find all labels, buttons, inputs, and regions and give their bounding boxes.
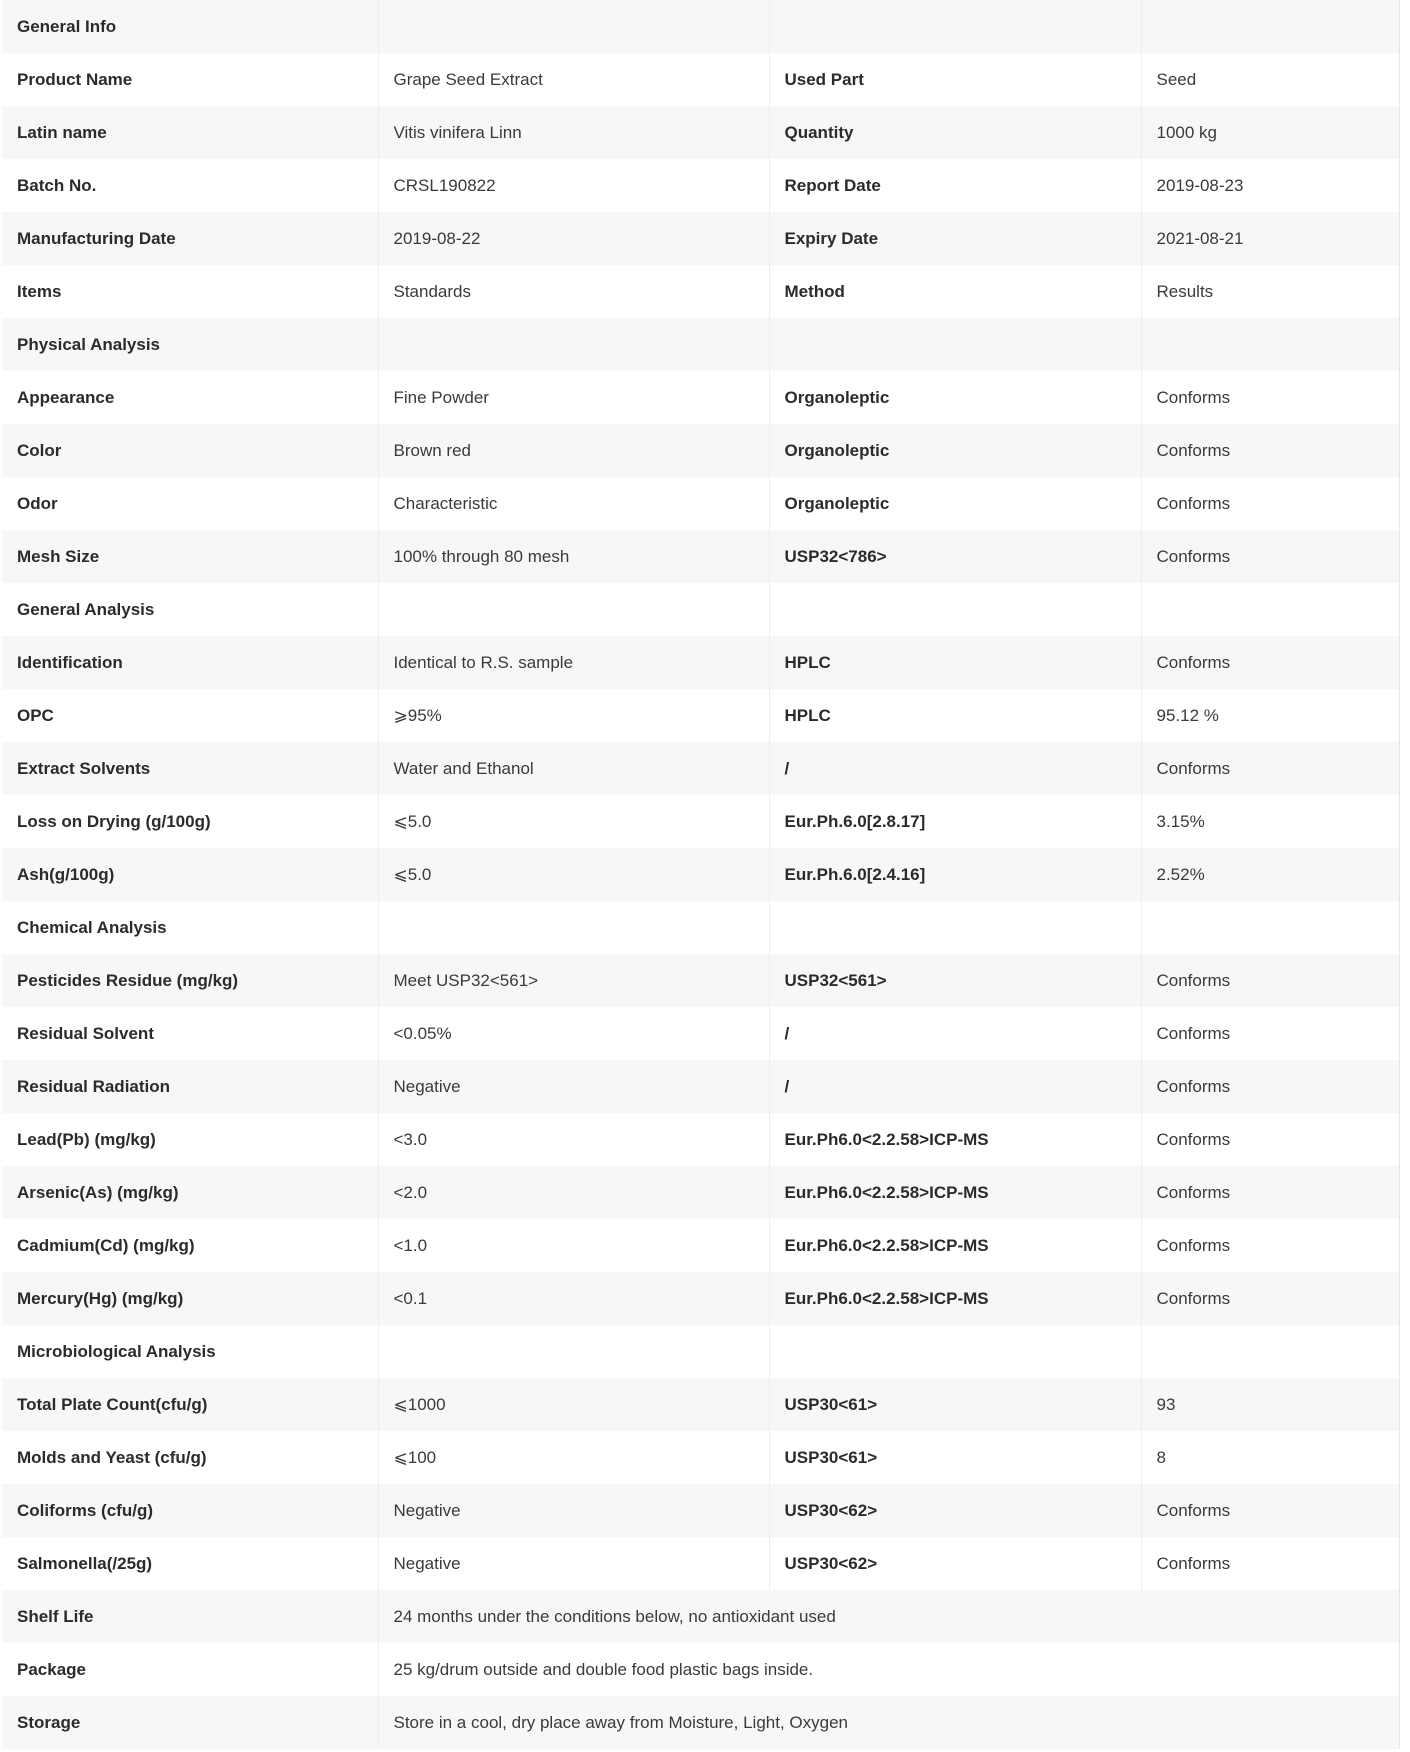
item-method: Organoleptic [769, 477, 1141, 530]
empty-cell [378, 1325, 769, 1378]
empty-cell [378, 583, 769, 636]
table-row [2, 1484, 1399, 1537]
empty-cell [378, 318, 769, 371]
item-method: Report Date [769, 159, 1141, 212]
item-standard: Negative [378, 1484, 769, 1537]
item-label: Arsenic(As) (mg/kg) [2, 1166, 378, 1219]
item-label: Ash(g/100g) [2, 848, 378, 901]
item-standard: CRSL190822 [378, 159, 769, 212]
item-label: OPC [2, 689, 378, 742]
item-label: Package [2, 1643, 378, 1696]
item-label: Batch No. [2, 159, 378, 212]
item-standard: Water and Ethanol [378, 742, 769, 795]
section-header-row [2, 1325, 1399, 1378]
item-standard: Negative [378, 1060, 769, 1113]
item-label: Identification [2, 636, 378, 689]
item-label: Manufacturing Date [2, 212, 378, 265]
item-method: Used Part [769, 53, 1141, 106]
empty-cell [1141, 0, 1399, 53]
item-standard: ⩽1000 [378, 1378, 769, 1431]
item-result: Seed [1141, 53, 1399, 106]
table-row [2, 53, 1399, 106]
item-standard: <0.05% [378, 1007, 769, 1060]
empty-cell [378, 0, 769, 53]
item-result: Conforms [1141, 954, 1399, 1007]
item-method: / [769, 742, 1141, 795]
item-method: USP30<62> [769, 1484, 1141, 1537]
item-standard: Negative [378, 1537, 769, 1590]
empty-cell [769, 901, 1141, 954]
item-result: 2021-08-21 [1141, 212, 1399, 265]
item-method: Method [769, 265, 1141, 318]
table-row [2, 1272, 1399, 1325]
item-result: Conforms [1141, 424, 1399, 477]
table-row [2, 1537, 1399, 1590]
item-standard: Standards [378, 265, 769, 318]
item-label: Coliforms (cfu/g) [2, 1484, 378, 1537]
item-result: Conforms [1141, 1272, 1399, 1325]
empty-cell [1141, 583, 1399, 636]
table-row [2, 530, 1399, 583]
item-result: Conforms [1141, 742, 1399, 795]
item-label: Residual Radiation [2, 1060, 378, 1113]
item-method: USP30<61> [769, 1431, 1141, 1484]
item-standard: 2019-08-22 [378, 212, 769, 265]
item-method: Eur.Ph6.0<2.2.58>ICP-MS [769, 1166, 1141, 1219]
item-label: Cadmium(Cd) (mg/kg) [2, 1219, 378, 1272]
item-method: HPLC [769, 689, 1141, 742]
item-method: Organoleptic [769, 371, 1141, 424]
item-method: USP30<61> [769, 1378, 1141, 1431]
item-label: Latin name [2, 106, 378, 159]
table-row [2, 795, 1399, 848]
section-header-row [2, 901, 1399, 954]
section-title: Microbiological Analysis [2, 1325, 378, 1378]
item-standard: ⩽100 [378, 1431, 769, 1484]
table-row [2, 1060, 1399, 1113]
empty-cell [1141, 318, 1399, 371]
item-result: Conforms [1141, 1007, 1399, 1060]
empty-cell [769, 0, 1141, 53]
table-row [2, 212, 1399, 265]
section-header-row [2, 583, 1399, 636]
table-row [2, 954, 1399, 1007]
item-method: USP30<62> [769, 1537, 1141, 1590]
empty-cell [769, 583, 1141, 636]
item-result: 2019-08-23 [1141, 159, 1399, 212]
item-description: Store in a cool, dry place away from Moisture, Light, Oxygen [378, 1696, 1399, 1749]
item-label: Storage [2, 1696, 378, 1749]
section-title: Chemical Analysis [2, 901, 378, 954]
item-result: 93 [1141, 1378, 1399, 1431]
table-row [2, 1166, 1399, 1219]
item-method: Organoleptic [769, 424, 1141, 477]
item-standard: <0.1 [378, 1272, 769, 1325]
item-label: Lead(Pb) (mg/kg) [2, 1113, 378, 1166]
table-row [2, 371, 1399, 424]
item-result: Conforms [1141, 477, 1399, 530]
item-label: Molds and Yeast (cfu/g) [2, 1431, 378, 1484]
item-standard: <3.0 [378, 1113, 769, 1166]
item-result: Conforms [1141, 636, 1399, 689]
item-method: Eur.Ph6.0<2.2.58>ICP-MS [769, 1219, 1141, 1272]
item-method: / [769, 1007, 1141, 1060]
item-standard: ⩾95% [378, 689, 769, 742]
table-row [2, 159, 1399, 212]
table-row [2, 106, 1399, 159]
table-row [2, 1007, 1399, 1060]
empty-cell [1141, 1325, 1399, 1378]
item-label: Residual Solvent [2, 1007, 378, 1060]
item-method: Quantity [769, 106, 1141, 159]
table-row [2, 1113, 1399, 1166]
item-method: Eur.Ph.6.0[2.4.16] [769, 848, 1141, 901]
item-result: Conforms [1141, 530, 1399, 583]
section-header-row [2, 318, 1399, 371]
specification-table [2, 0, 1400, 1749]
item-method: USP32<561> [769, 954, 1141, 1007]
item-label: Mesh Size [2, 530, 378, 583]
item-standard: Grape Seed Extract [378, 53, 769, 106]
item-result: 95.12 % [1141, 689, 1399, 742]
item-label: Salmonella(/25g) [2, 1537, 378, 1590]
item-standard: <1.0 [378, 1219, 769, 1272]
item-standard: Vitis vinifera Linn [378, 106, 769, 159]
item-result: Conforms [1141, 1113, 1399, 1166]
item-label: Product Name [2, 53, 378, 106]
table-row [2, 636, 1399, 689]
item-method: USP32<786> [769, 530, 1141, 583]
item-method: Expiry Date [769, 212, 1141, 265]
table-row [2, 1696, 1399, 1749]
item-result: 3.15% [1141, 795, 1399, 848]
table-row [2, 848, 1399, 901]
specification-sheet [2, 0, 1399, 1749]
item-result: Conforms [1141, 1060, 1399, 1113]
item-standard: ⩽5.0 [378, 795, 769, 848]
item-label: Mercury(Hg) (mg/kg) [2, 1272, 378, 1325]
empty-cell [378, 901, 769, 954]
item-label: Items [2, 265, 378, 318]
item-method: Eur.Ph.6.0[2.8.17] [769, 795, 1141, 848]
table-row [2, 1643, 1399, 1696]
item-label: Extract Solvents [2, 742, 378, 795]
section-title: General Info [2, 0, 378, 53]
table-row [2, 265, 1399, 318]
item-label: Color [2, 424, 378, 477]
item-standard: <2.0 [378, 1166, 769, 1219]
item-standard: Meet USP32<561> [378, 954, 769, 1007]
item-result: Conforms [1141, 1537, 1399, 1590]
item-result: Results [1141, 265, 1399, 318]
item-standard: 100% through 80 mesh [378, 530, 769, 583]
item-result: 2.52% [1141, 848, 1399, 901]
item-method: HPLC [769, 636, 1141, 689]
item-result: Conforms [1141, 371, 1399, 424]
item-label: Pesticides Residue (mg/kg) [2, 954, 378, 1007]
item-label: Odor [2, 477, 378, 530]
item-standard: Characteristic [378, 477, 769, 530]
table-row [2, 424, 1399, 477]
empty-cell [1141, 901, 1399, 954]
item-result: 1000 kg [1141, 106, 1399, 159]
item-label: Loss on Drying (g/100g) [2, 795, 378, 848]
table-row [2, 1590, 1399, 1643]
item-label: Appearance [2, 371, 378, 424]
empty-cell [769, 318, 1141, 371]
table-row [2, 742, 1399, 795]
item-standard: Fine Powder [378, 371, 769, 424]
section-header-row [2, 0, 1399, 53]
section-title: Physical Analysis [2, 318, 378, 371]
item-standard: Identical to R.S. sample [378, 636, 769, 689]
item-method: Eur.Ph6.0<2.2.58>ICP-MS [769, 1113, 1141, 1166]
item-result: Conforms [1141, 1484, 1399, 1537]
item-method: Eur.Ph6.0<2.2.58>ICP-MS [769, 1272, 1141, 1325]
item-label: Shelf Life [2, 1590, 378, 1643]
table-row [2, 1219, 1399, 1272]
item-standard: ⩽5.0 [378, 848, 769, 901]
item-method: / [769, 1060, 1141, 1113]
item-description: 24 months under the conditions below, no antioxidant used [378, 1590, 1399, 1643]
item-result: Conforms [1141, 1166, 1399, 1219]
item-standard: Brown red [378, 424, 769, 477]
section-title: General Analysis [2, 583, 378, 636]
empty-cell [769, 1325, 1141, 1378]
item-label: Total Plate Count(cfu/g) [2, 1378, 378, 1431]
table-row [2, 689, 1399, 742]
item-description: 25 kg/drum outside and double food plastic bags inside. [378, 1643, 1399, 1696]
item-result: 8 [1141, 1431, 1399, 1484]
table-row [2, 477, 1399, 530]
table-row [2, 1378, 1399, 1431]
item-result: Conforms [1141, 1219, 1399, 1272]
table-row [2, 1431, 1399, 1484]
specification-table-body [2, 0, 1399, 1749]
